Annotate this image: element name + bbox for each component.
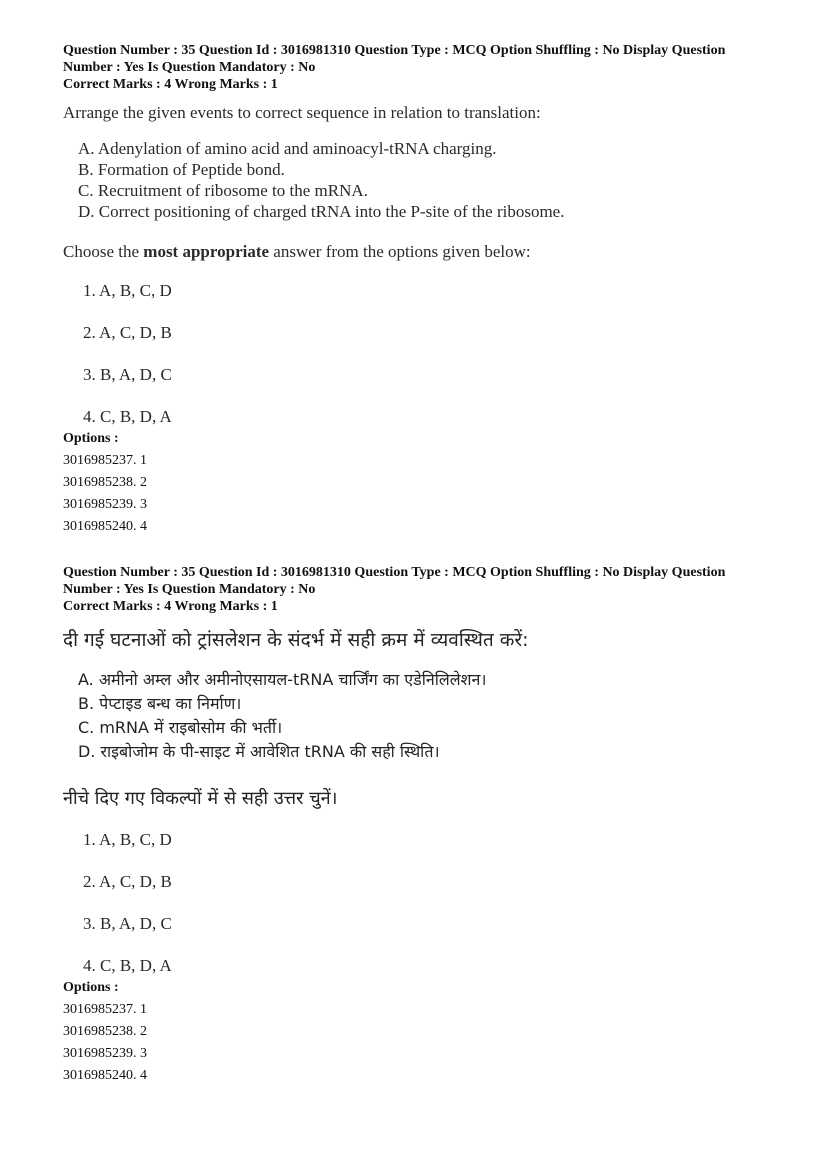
question-stem: Arrange the given events to correct sequence in relation to translation: <box>63 103 541 122</box>
answer-choice: 1. A, B, C, D <box>83 830 172 849</box>
question-marks: Correct Marks : 4 Wrong Marks : 1 <box>63 599 278 614</box>
instruction-text: answer from the options given below: <box>269 242 531 261</box>
instruction-text: Choose the <box>63 242 144 261</box>
event-list <box>63 138 564 222</box>
answer-choice: 3. B, A, D, C <box>83 914 172 933</box>
answer-choice: 3. B, A, D, C <box>83 365 172 384</box>
question-meta <box>63 564 783 615</box>
option-id-item: 3016985239. 3 <box>63 1046 147 1061</box>
options-label: Options : <box>63 980 119 995</box>
event-item: C. mRNA में राइबोसोम की भर्ती। <box>78 718 283 737</box>
event-item: A. अमीनो अम्ल और अमीनोएसायल-tRNA चार्जिंग का एडेनिलिलेशन। <box>78 670 487 689</box>
event-item: C. Recruitment of ribosome to the mRNA. <box>78 181 368 200</box>
option-id-list <box>63 452 147 535</box>
question-meta-line-1: Question Number : 35 Question Id : 3016981310 Question Type : MCQ Option Shuffling : No Display Question <box>63 43 726 58</box>
option-id-item: 3016985238. 2 <box>63 475 147 490</box>
option-id-item: 3016985238. 2 <box>63 1024 147 1039</box>
answer-choice: 2. A, C, D, B <box>83 872 172 891</box>
event-item: D. Correct positioning of charged tRNA into the P-site of the ribosome. <box>78 202 565 221</box>
answer-instruction <box>63 241 531 262</box>
option-id-item: 3016985237. 1 <box>63 453 147 468</box>
option-id-item: 3016985239. 3 <box>63 497 147 512</box>
question-meta-line-2: Number : Yes Is Question Mandatory : No <box>63 60 316 75</box>
answer-choice: 2. A, C, D, B <box>83 323 172 342</box>
option-id-item: 3016985240. 4 <box>63 1068 147 1083</box>
option-id-item: 3016985237. 1 <box>63 1002 147 1017</box>
question-block-hindi <box>63 564 783 1083</box>
answer-choice-list <box>63 829 172 976</box>
answer-choice: 1. A, B, C, D <box>83 281 172 300</box>
event-item: D. राइबोजोम के पी-साइट में आवेशित tRNA की सही स्थिति। <box>78 742 440 761</box>
event-item: B. पेप्टाइड बन्ध का निर्माण। <box>78 694 242 713</box>
answer-choice-list <box>63 280 172 427</box>
answer-instruction: नीचे दिए गए विकल्पों में से सही उत्तर चुनें। <box>63 788 338 809</box>
question-meta-line-2: Number : Yes Is Question Mandatory : No <box>63 582 316 597</box>
option-id-item: 3016985240. 4 <box>63 519 147 534</box>
answer-choice: 4. C, B, D, A <box>83 407 172 426</box>
answer-choice: 4. C, B, D, A <box>83 956 172 975</box>
option-id-list <box>63 1001 147 1084</box>
question-meta-line-1: Question Number : 35 Question Id : 3016981310 Question Type : MCQ Option Shuffling : No Display Question <box>63 565 726 580</box>
event-list <box>63 668 486 764</box>
event-item: B. Formation of Peptide bond. <box>78 160 285 179</box>
question-marks: Correct Marks : 4 Wrong Marks : 1 <box>63 77 278 92</box>
question-stem: दी गई घटनाओं को ट्रांसलेशन के संदर्भ में सही क्रम में व्यवस्थित करें: <box>63 629 529 651</box>
question-block-english <box>63 42 783 534</box>
question-meta <box>63 42 783 93</box>
instruction-emphasis: most appropriate <box>143 242 270 261</box>
options-label: Options : <box>63 431 119 446</box>
event-item: A. Adenylation of amino acid and aminoacyl-tRNA charging. <box>78 139 497 158</box>
